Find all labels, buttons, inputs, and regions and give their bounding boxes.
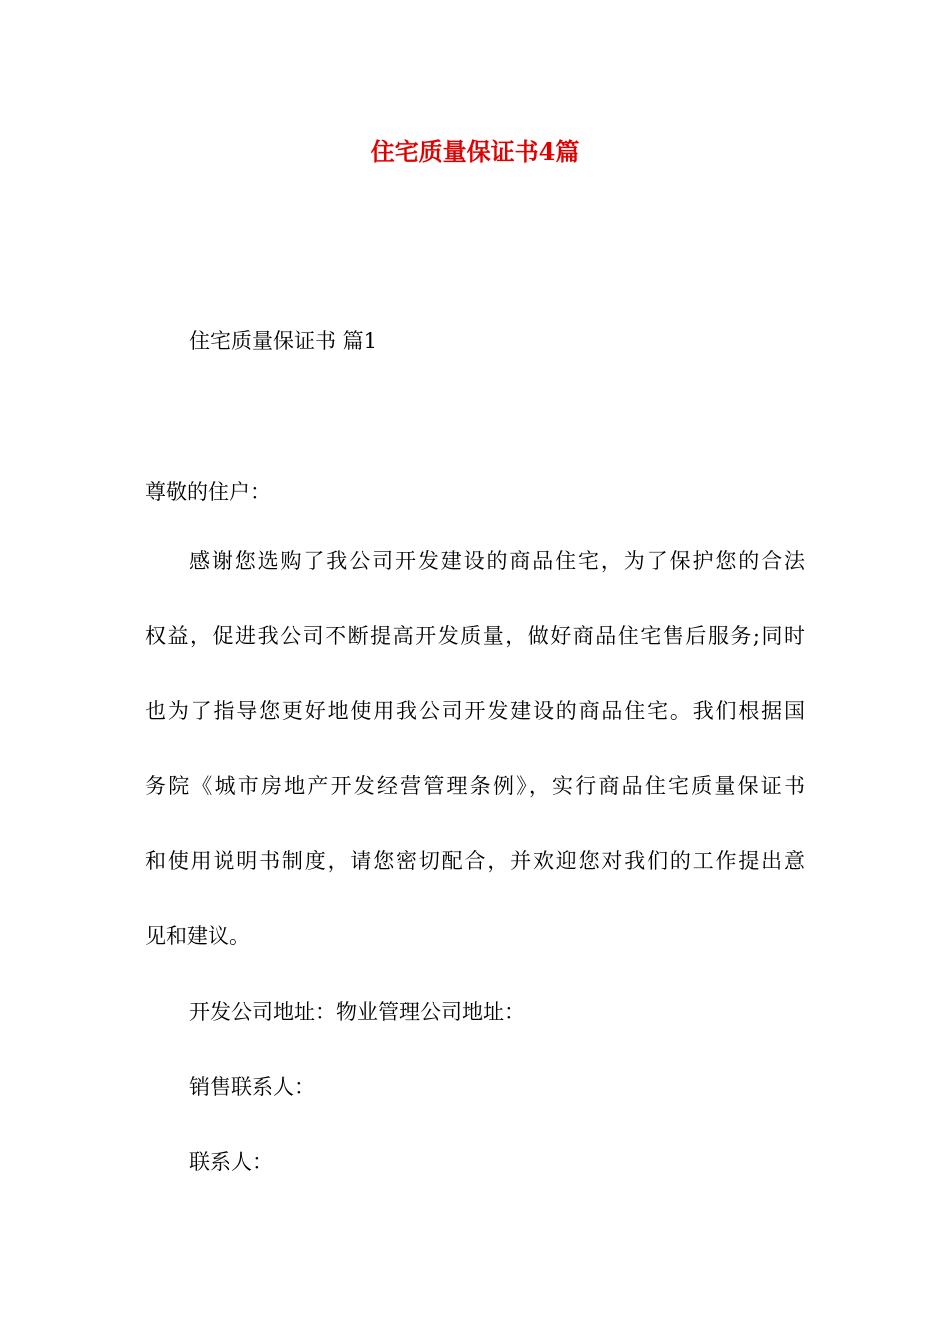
paragraph-line: 也为了指导您更好地使用我公司开发建设的商品住宅。我们根据国: [145, 699, 805, 723]
paragraph-line: 权益，促进我公司不断提高开发质量，做好商品住宅售后服务;同时: [145, 624, 805, 648]
document-title: 住宅质量保证书4篇: [370, 137, 580, 166]
salutation: 尊敬的住户：: [145, 480, 271, 504]
body-paragraph: [145, 545, 805, 995]
paragraph-line: 和使用说明书制度，请您密切配合，并欢迎您对我们的工作提出意: [145, 849, 805, 873]
paragraph-line: 感谢您选购了我公司开发建设的商品住宅，为了保护您的合法: [189, 549, 805, 573]
section-heading: 住宅质量保证书 篇1: [189, 329, 378, 353]
paragraph-line: 见和建议。: [145, 924, 250, 948]
contact-line: 联系人：: [189, 1150, 273, 1174]
address-line: 开发公司地址：物业管理公司地址：: [189, 1000, 525, 1024]
sales-contact-line: 销售联系人：: [189, 1075, 315, 1099]
paragraph-line: 务院《城市房地产开发经营管理条例》，实行商品住宅质量保证书: [145, 774, 805, 798]
